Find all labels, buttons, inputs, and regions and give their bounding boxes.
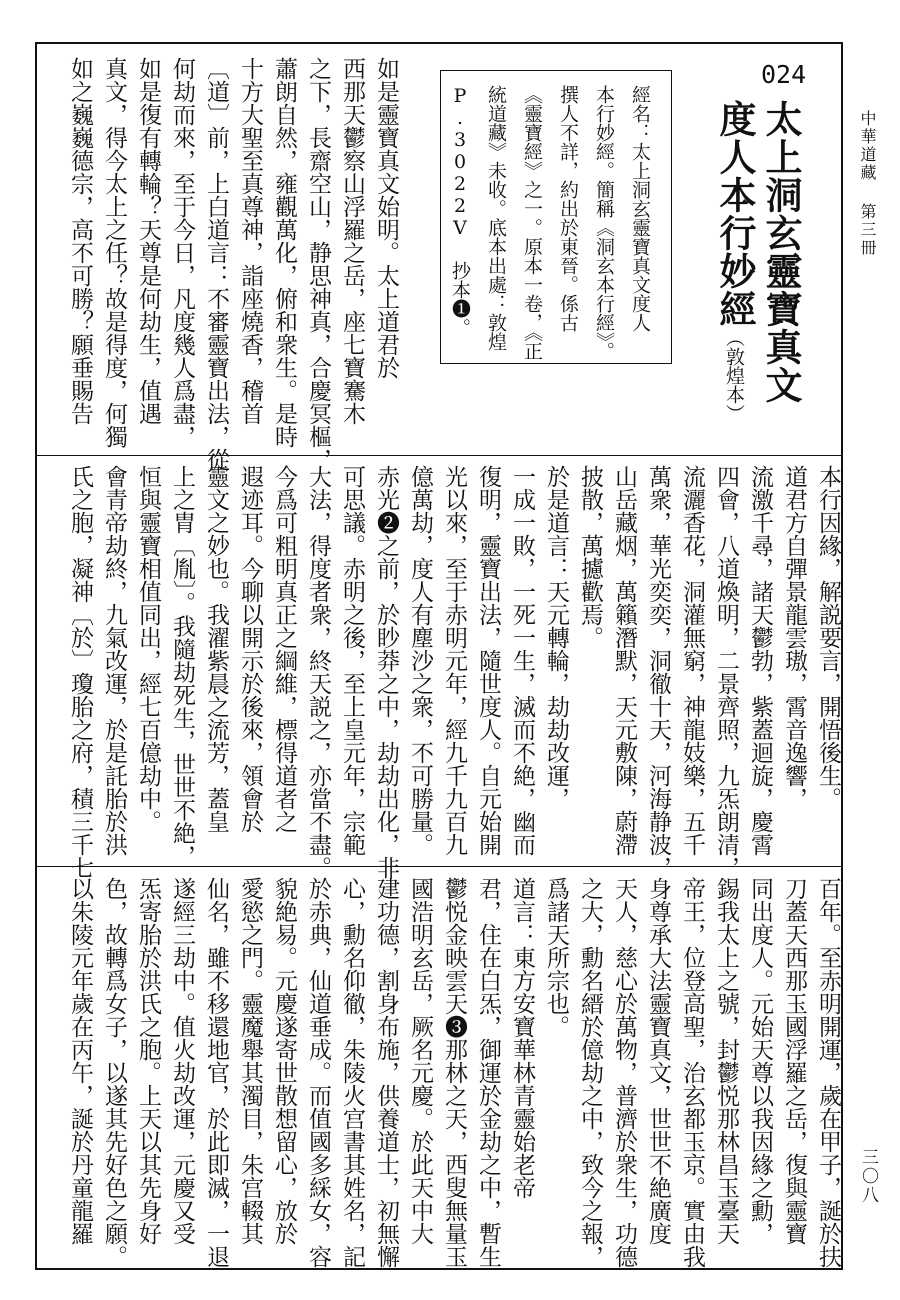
title-subtitle: （敦煌本） [723, 328, 745, 423]
note-line: 經名：太上洞玄靈寶真文度人 [629, 85, 651, 332]
text-column: 刀蓋天西那玉國浮羅之岳，復與靈寶 [781, 877, 807, 1245]
note-line: 撰人不詳，約出於東晉。係古 [557, 85, 579, 332]
title-line-2-text: 度人本行妙經 [713, 100, 756, 328]
text-column: 之大，勳名縉於億劫之中，致今之報， [577, 877, 603, 1268]
title-line-1: 太上洞玄靈寶真文 [759, 100, 802, 404]
text-column: 遐迹耳。今聊以開示於後來，領會於 [237, 465, 263, 833]
text-column: 披散，萬攄歡焉。 [577, 465, 603, 649]
text-column: 赤光❷之前，於眇莽之中，劫劫出化，非 [373, 465, 399, 879]
text-column: 山岳藏烟，萬籟潛默，天元敷陳，蔚滯 [611, 465, 637, 856]
text-column: 以朱陵元年歲在丙午，誕於丹童龍羅 [67, 877, 93, 1245]
text-column: 復明，靈寶出法，隨世度人。自元始開 [475, 465, 501, 856]
text-column: 建功德，割身布施，供養道士，初無懈 [373, 877, 399, 1268]
text-column: 道君方自彈景龍雲璈，霄音逸響， [781, 465, 807, 810]
text-column: 如是靈寶真文始明。太上道君於 [373, 57, 399, 379]
text-column: 億萬劫，度人有塵沙之衆，不可勝量。 [407, 465, 433, 856]
text-number: 024 [761, 60, 807, 89]
text-column: 百年。至赤明開運，歲在甲子，誕於扶 [815, 877, 841, 1268]
text-column: 遂經三劫中。值火劫改運，元慶又受 [169, 877, 195, 1245]
bibliographic-note-box [440, 70, 672, 364]
page-number: 三〇八 [858, 1148, 878, 1205]
text-column: 一成一敗，一死一生，滅而不絶，幽而 [509, 465, 535, 856]
text-column: 流灑香花，洞灌無窮，神龍妓樂，五千 [679, 465, 705, 856]
title-line-2 [712, 100, 756, 423]
text-column: 之下，長齋空山，静思神真，合慶冥樞， [305, 57, 331, 471]
text-column: 愛慾之門。靈魔舉其濁目，朱宫輟其 [237, 877, 263, 1245]
note-line: 統道藏》未收。底本出處：敦煌 [485, 85, 507, 351]
text-column: 光以來，至于赤明元年，經九千九百九 [441, 465, 467, 856]
text-column: 會青帝劫終，九氣改運，於是託胎於洪 [101, 465, 127, 856]
text-column: 本行因緣，解説要言，開悟後生。 [815, 465, 841, 810]
text-column: 天人，慈心於萬物，普濟於衆生，功德 [611, 877, 637, 1268]
text-column: 仙名，雖不移還地官，於此即滅，一退 [203, 877, 229, 1268]
text-column: 如是復有轉輪？天尊是何劫生，值遇 [135, 57, 161, 425]
note-line: P.3022V 抄本❶。 [449, 85, 471, 337]
section-divider-top [35, 455, 843, 456]
text-column: 真文，得今太上之任？故是得度，何獨 [101, 57, 127, 448]
text-column: 流激千尋，諸天鬱勃，紫蓋迴旋，慶霄 [747, 465, 773, 856]
text-column: 炁寄胎於洪氏之胞。上天以其先身好 [135, 877, 161, 1245]
text-column: 同出度人。元始天尊以我因緣之勳， [747, 877, 773, 1245]
text-column: 氏之胞，凝神〔於〕瓊胎之府，積三千七 [67, 465, 93, 879]
text-column: 萬衆，華光奕奕，洞徹十天，河海静波， [645, 465, 671, 879]
text-column: 西那天鬱察山浮羅之岳，座七寶騫木 [339, 57, 365, 425]
text-column: 大法，得度者衆，終天説之，亦當不盡。 [305, 465, 331, 879]
text-column: 錫我太上之號，封鬱悦那林昌玉臺天 [713, 877, 739, 1245]
text-column: 君，住在白炁，御運於金劫之中，暫生 [475, 877, 501, 1268]
text-column: 於赤典，仙道垂成。而值國多綵女，容 [305, 877, 331, 1268]
text-column: 四會，八道煥明，二景齊照，九炁朗清， [713, 465, 739, 879]
text-column: 可思議。赤明之後，至上皇元年，宗範 [339, 465, 365, 856]
text-column: 貌絶易。元慶遂寄世散想留心，放於 [271, 877, 297, 1245]
text-column: 恒與靈寶相值同出，經七百億劫中。 [135, 465, 161, 833]
text-column: 〔道〕前，上白道言：不審靈寶出法，從 [203, 57, 229, 471]
text-column: 於是道言：天元轉輪，劫劫改運， [543, 465, 569, 810]
text-column: 色，故轉爲女子，以遂其先好色之願。 [101, 877, 127, 1268]
text-column: 靈文之妙也。我濯紫晨之流芳，蓋皇 [203, 465, 229, 833]
text-column: 上之胄〔胤〕。我隨劫死生，世世不絶， [169, 465, 195, 868]
text-column: 道言：東方安寶華林青靈始老帝 [509, 877, 535, 1199]
text-column: 如之巍巍德宗，高不可勝？願垂賜告 [67, 57, 93, 425]
text-column: 帝王，位登高聖，治玄都玉京。實由我 [679, 877, 705, 1268]
text-column: 鬱悦金映雲天❸那林之天，西叟無量玉 [441, 877, 467, 1268]
text-column: 爲諸天所宗也。 [543, 877, 569, 1038]
running-head: 中華道藏 第三冊 [858, 110, 877, 257]
text-column: 今爲可粗明真正之綱維，標得道者之 [271, 465, 297, 833]
note-line: 本行妙經。簡稱《洞玄本行經》。 [593, 85, 615, 361]
note-line: 《靈寶經》之一。原本一卷，《正 [521, 85, 543, 361]
text-column: 十方大聖至真尊神，詣座燒香，稽首 [237, 57, 263, 425]
text-column: 國浩明玄岳，厥名元慶。於此天中大 [407, 877, 433, 1245]
text-column: 身尊承大法靈寶真文，世世不絶廣度 [645, 877, 671, 1245]
text-column: 蕭朗自然，雍觀萬化，俯和衆生。是時 [271, 57, 297, 448]
text-column: 何劫而來，至于今日，凡度幾人爲盡， [169, 57, 195, 448]
text-column: 心，勳名仰徹，朱陵火宫書其姓名，記 [339, 877, 365, 1268]
